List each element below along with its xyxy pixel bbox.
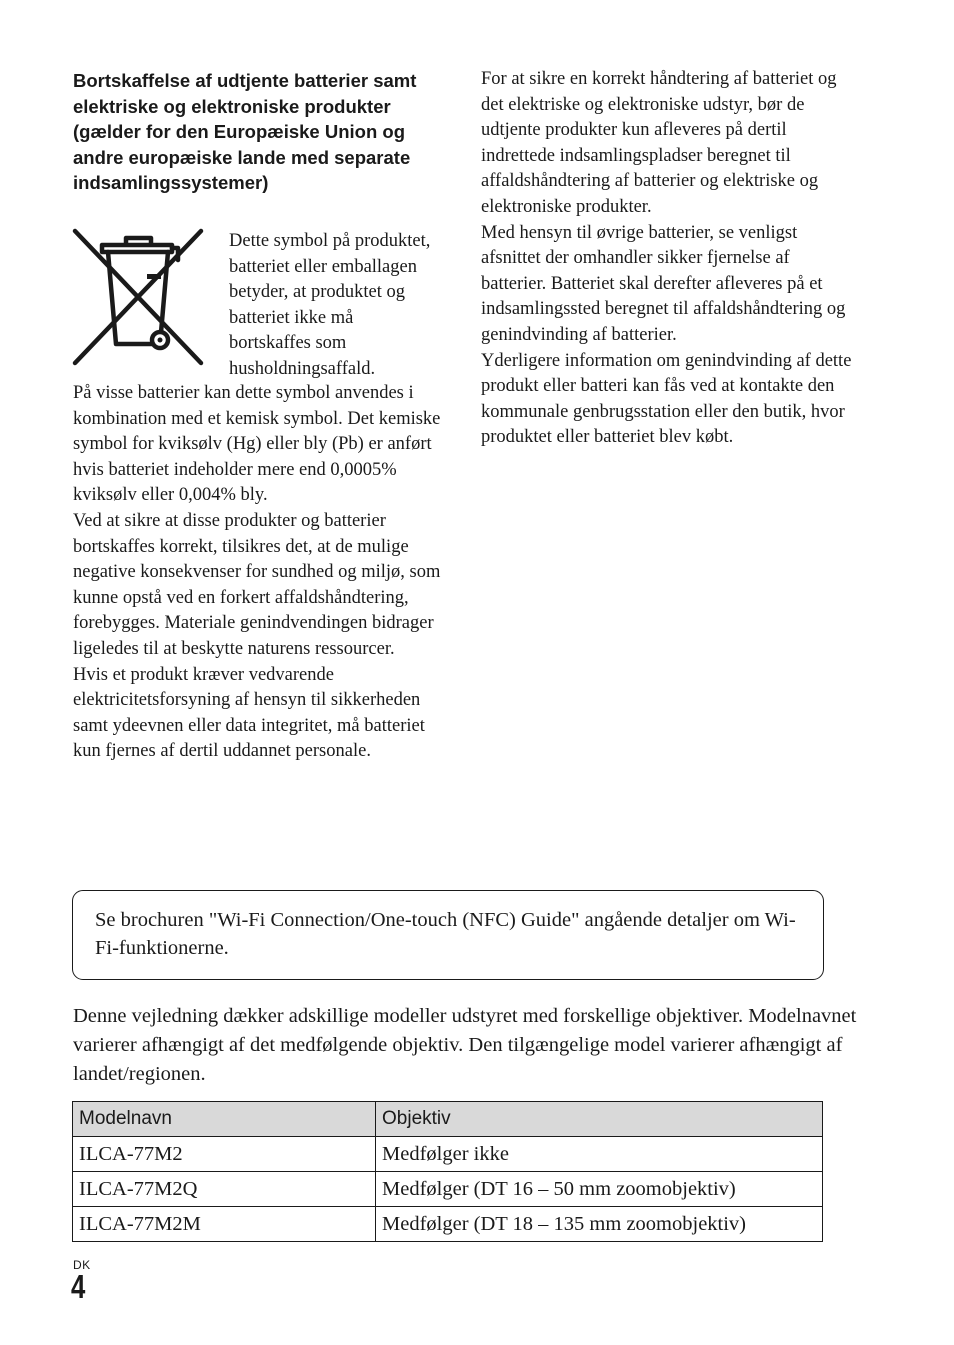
model-name-cell: ILCA-77M2Q [73, 1172, 376, 1207]
paragraph-environment: Ved at sikre at disse produkter og batterier bortskaffes korrekt, tilsikres det, at de mulige negative konsekvenser for sundhed og miljø, som kunne opstå ved en forkert affaldshåndtering, forebygges. Materiale genindvendingen bidrager ligeledes til at beskytte naturens ressourcer. [73, 510, 441, 659]
table-row [73, 1207, 823, 1242]
model-table [72, 1101, 823, 1242]
paragraph-other-batteries: Med hensyn til øvrige batterier, se venligst afsnittet der omhandler sikker fjernelse af batterier. Batteriet skal derefter afleveres på et indsamlingssted beregnet til affaldshåndtering og genindvinding af batterier. [481, 222, 846, 345]
right-column-body [481, 67, 853, 451]
lens-cell: Medfølger (DT 18 – 135 mm zoomobjektiv) [376, 1207, 823, 1242]
icon-caption: Dette symbol på produktet, batteriet eller emballagen betyder, at produktet og batteriet ikke må bortskaffes som husholdningsaffald. [229, 231, 431, 379]
page-number: 4 [71, 1268, 86, 1305]
table-header-row [73, 1102, 823, 1137]
lens-cell: Medfølger ikke [376, 1137, 823, 1172]
column-header-lens: Objektiv [376, 1102, 823, 1137]
wifi-note-box [72, 890, 824, 980]
table-row [73, 1172, 823, 1207]
language-code: DK [73, 1258, 91, 1272]
left-column-body [73, 381, 445, 765]
column-header-model-name: Modelnavn [73, 1102, 376, 1137]
model-name-cell: ILCA-77M2M [73, 1207, 376, 1242]
model-intro-text: Denne vejledning dækker adskillige modeller udstyret med forskellige objektiver. Modelnavnet varierer afhængigt af det medfølgende objektiv. Den tilgængelige model varierer afhængigt af landet/regionen. [73, 1005, 857, 1085]
model-name-cell: ILCA-77M2 [73, 1137, 376, 1172]
section-heading: Bortskaffelse af udtjente batterier samt elektriske og elektroniske produkter (gælder for den Europæiske Union og andre europæiske lande med separate indsamlingssystemer) [73, 70, 417, 194]
paragraph-more-information: Yderligere information om genindvinding af dette produkt eller batteri kan fås ved at kontakte den kommunale genbrugsstation eller den butik, hvor produktet eller batteriet blev købt. [481, 350, 852, 448]
lens-cell: Medfølger (DT 16 – 50 mm zoomobjektiv) [376, 1172, 823, 1207]
wifi-note-text: Se brochuren "Wi-Fi Connection/One-touch (NFC) Guide" angående detaljer om Wi-Fi-funktionerne. [95, 909, 796, 959]
paragraph-collection-points: For at sikre en korrekt håndtering af batteriet og det elektriske og elektroniske udstyr, bør de udtjente produkter kun afleveres på dertil indrettede indsamlingspladser beregnet til affaldshåndtering af batterier og elektriske og elektroniske produkter. [481, 69, 837, 217]
paragraph-power-supply: Hvis et produkt kræver vedvarende elektricitetsforsyning af hensyn til sikkerheden samt ydeevnen eller data integritet, må batteriet kun fjernes af dertil uddannet personale. [73, 664, 425, 762]
crossed-out-wheelie-bin-icon [72, 228, 204, 366]
table-row [73, 1137, 823, 1172]
paragraph-chemical-symbol: På visse batterier kan dette symbol anvendes i kombination med et kemisk symbol. Det kemiske symbol for kviksølv (Hg) eller bly (Pb) er anført hvis batteriet indeholder mere end 0,0005% kviksølv eller 0,004% bly. [73, 383, 441, 506]
